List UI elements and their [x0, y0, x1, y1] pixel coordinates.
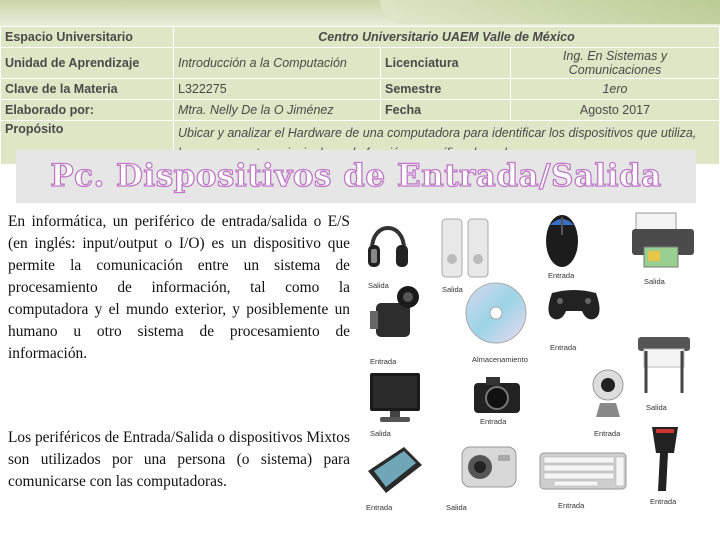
- label-proposito: Propósito: [1, 121, 174, 165]
- paragraph-mixed-devices: Los periféricos de Entrada/Salida o dispositivos Mixtos son utilizados por una persona (o sistema) para comunicarse con las computadoras.: [8, 429, 350, 490]
- caption-monitor: Salida: [370, 429, 391, 438]
- caption-printer: Salida: [644, 277, 665, 286]
- caption-keyboard: Entrada: [558, 501, 585, 510]
- caption-speakers: Salida: [442, 285, 463, 294]
- label-espacio: Espacio Universitario: [1, 27, 174, 48]
- caption-plotter: Salida: [646, 403, 667, 412]
- caption-cd: Almacenamiento: [472, 355, 528, 364]
- device-gallery: [358, 207, 720, 517]
- label-unidad: Unidad de Aprendizaje: [1, 48, 174, 79]
- projector-icon: [458, 439, 520, 501]
- value-semestre: 1ero: [511, 79, 720, 100]
- barcode-scanner-icon: [648, 423, 682, 495]
- value-unidad: Introducción a la Computación: [174, 48, 381, 79]
- label-fecha: Fecha: [381, 100, 511, 121]
- camera-icon: [472, 375, 522, 415]
- value-espacio: Centro Universitario UAEM Valle de México: [174, 27, 720, 48]
- label-semestre: Semestre: [381, 79, 511, 100]
- label-elaborado: Elaborado por:: [1, 100, 174, 121]
- scanner-icon: [364, 441, 424, 501]
- slide-title: Pc. Dispositivos de Entrada/Salida: [50, 158, 662, 194]
- webcam-icon: [590, 367, 626, 421]
- value-proposito: Ubicar y analizar el Hardware de una computadora para identificar los dispositivos que utiliza,: [174, 121, 720, 165]
- paragraph-definition: En informática, un periférico de entrada/salida o E/S (en inglés: input/output o I/O) es un dispositivo que permite la comunicación entre un sistema de procesamiento de información, tal como la computadora y el mundo exterior, y posiblemente un humano u otro sistema de procesamiento de información.: [8, 213, 350, 362]
- caption-webcam: Entrada: [594, 429, 621, 438]
- value-clave: L322275: [174, 79, 381, 100]
- headphones-icon: [366, 215, 410, 277]
- keyboard-icon: [538, 451, 628, 491]
- label-licenciatura: Licenciatura: [381, 48, 511, 79]
- caption-projector: Salida: [446, 503, 467, 512]
- mouse-icon: [540, 211, 584, 269]
- printer-icon: [630, 207, 696, 269]
- cd-icon: [464, 281, 528, 345]
- caption-mouse: Entrada: [548, 271, 575, 280]
- monitor-icon: [368, 371, 422, 425]
- caption-gamepad: Entrada: [550, 343, 577, 352]
- caption-camcorder: Entrada: [370, 357, 397, 366]
- plotter-icon: [634, 333, 694, 397]
- camcorder-icon: [368, 283, 424, 349]
- gamepad-icon: [544, 285, 604, 323]
- header-swirl: [380, 0, 720, 24]
- caption-camera: Entrada: [480, 417, 507, 426]
- course-info-table: [0, 26, 720, 165]
- label-clave: Clave de la Materia: [1, 79, 174, 100]
- value-licenciatura: Ing. En Sistemas y Comunicaciones: [511, 48, 720, 79]
- top-decoration: [0, 0, 720, 26]
- caption-headphones: Salida: [368, 281, 389, 290]
- value-fecha: Agosto 2017: [511, 100, 720, 121]
- value-elaborado: Mtra. Nelly De la O Jiménez: [174, 100, 381, 121]
- caption-barcode: Entrada: [650, 497, 677, 506]
- speakers-icon: [440, 215, 492, 281]
- caption-scanner: Entrada: [366, 503, 393, 512]
